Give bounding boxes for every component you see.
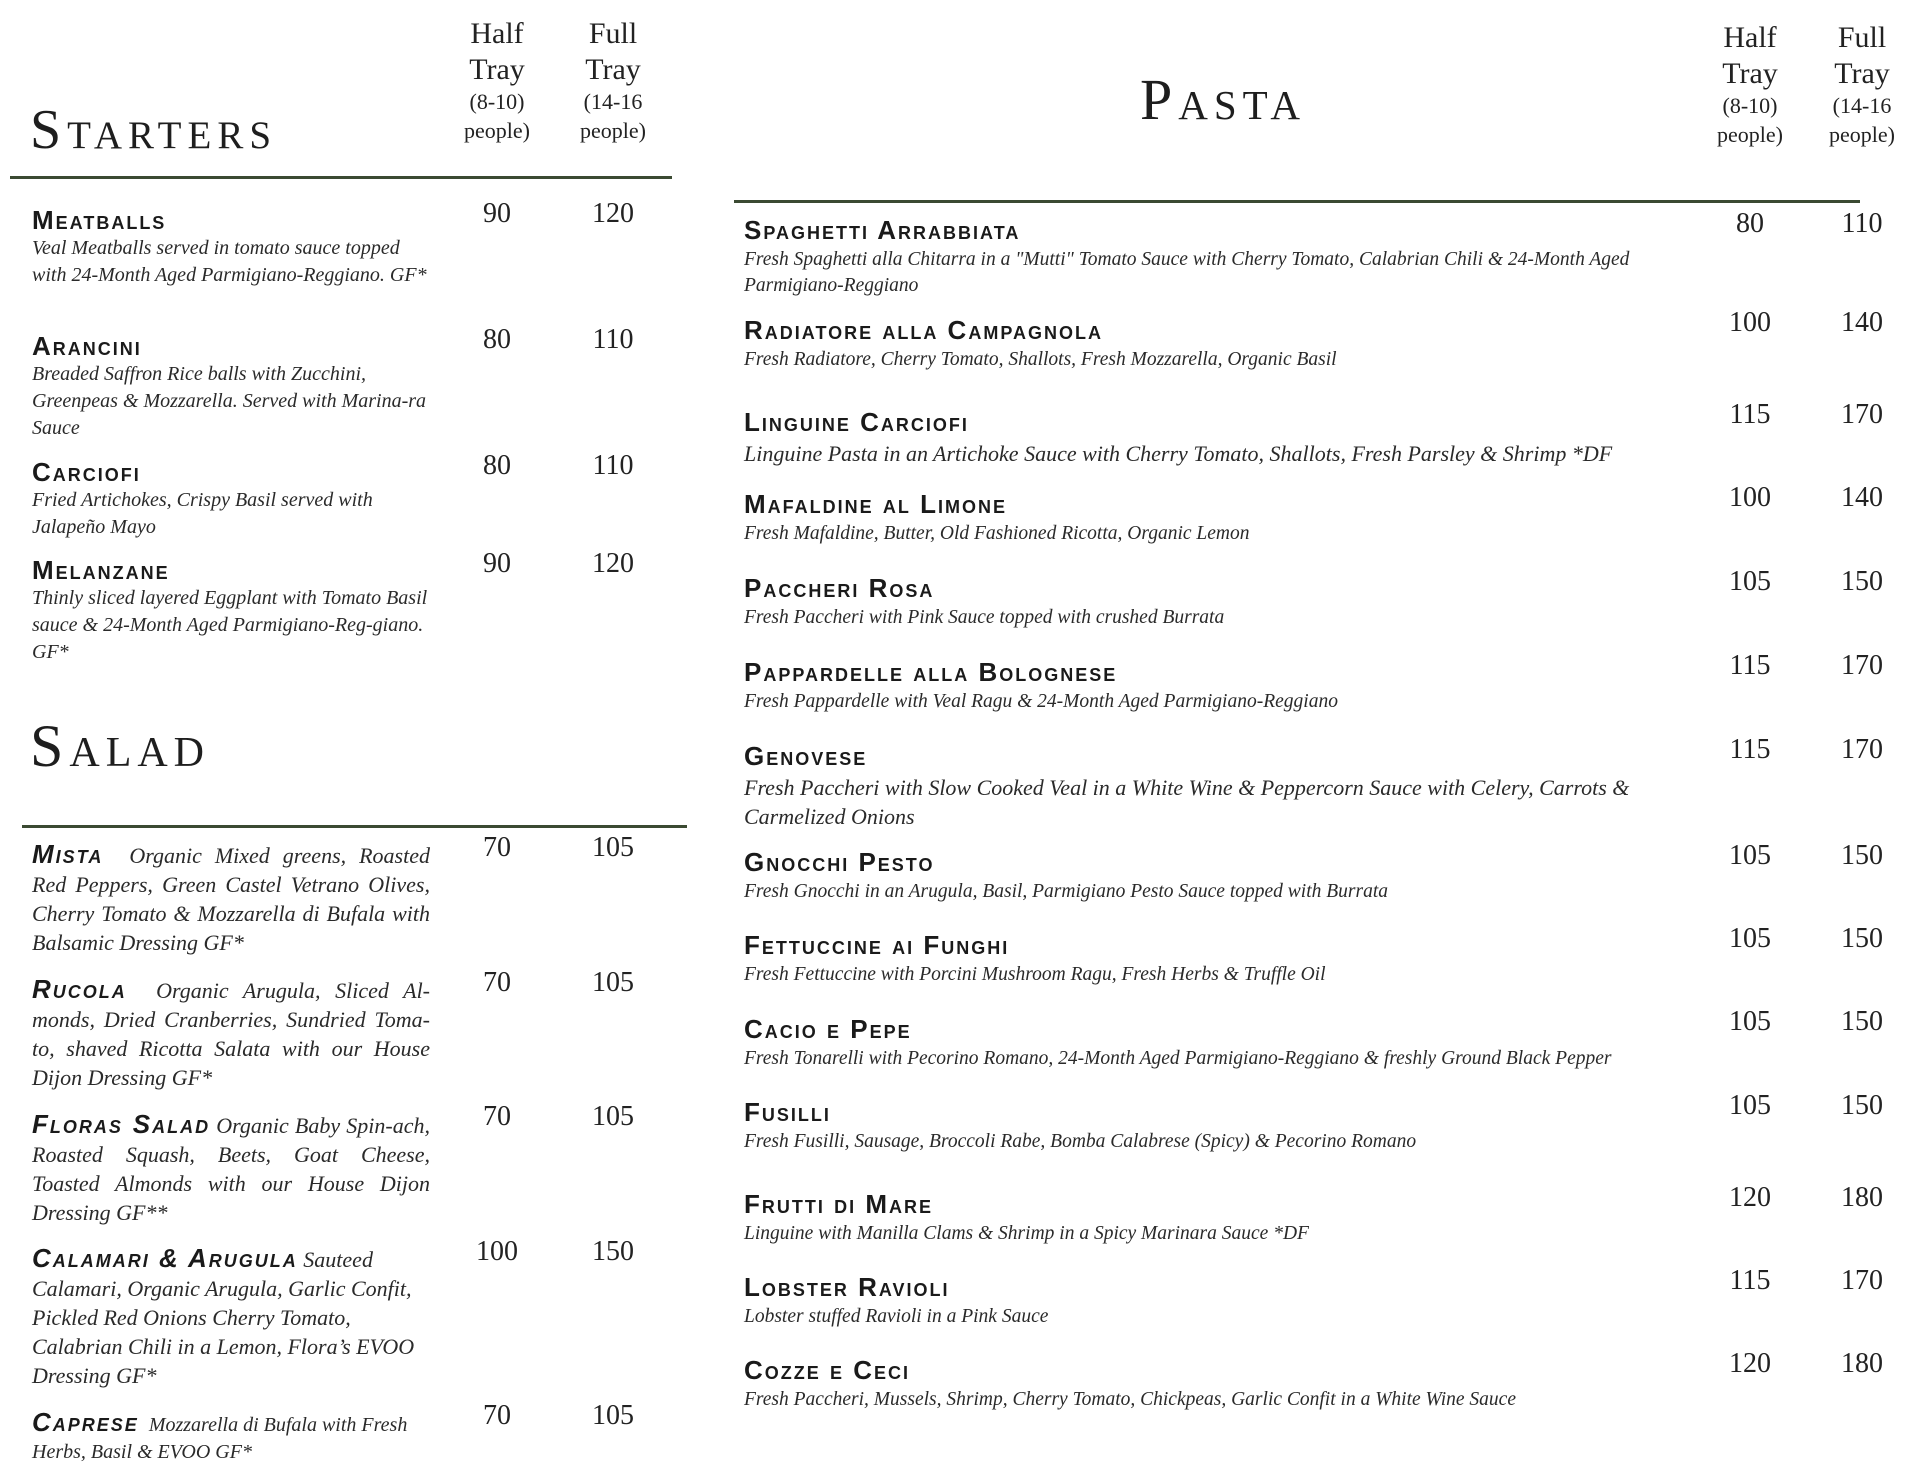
full-price: 170 xyxy=(1841,399,1883,430)
item-name: Paccheri Rosa xyxy=(744,573,935,603)
starters-divider xyxy=(10,176,672,179)
starters-title: Starters xyxy=(30,99,278,161)
full-price: 180 xyxy=(1841,1182,1883,1213)
pasta-item xyxy=(744,1190,1704,1247)
full-price: 140 xyxy=(1841,482,1883,513)
full-count-label: (14-16 xyxy=(583,89,643,114)
half-price: 100 xyxy=(476,1236,518,1267)
tray-label: Tray xyxy=(1722,57,1778,90)
item-name: Fusilli xyxy=(744,1097,831,1127)
full-price: 105 xyxy=(592,832,634,863)
full-price: 105 xyxy=(592,1101,634,1132)
half-price: 70 xyxy=(483,1400,511,1431)
pasta-title: Pasta xyxy=(1140,67,1307,132)
full-price: 110 xyxy=(1841,208,1883,239)
item-name: Cacio e Pepe xyxy=(744,1014,912,1044)
pasta-item xyxy=(744,1273,1704,1330)
half-price: 105 xyxy=(1729,1006,1771,1037)
full-price: 110 xyxy=(592,450,634,481)
item-description: Sauteed Calamari, Organic Arugula, Garlic Confit, Pickled Red Onions Cherry Tomato, Calabrian Chili in a Lemon, Flora’s EVOO Dressing GF* xyxy=(32,1247,415,1388)
item-name: Fettuccine ai Funghi xyxy=(744,930,1010,960)
half-price: 120 xyxy=(1729,1182,1771,1213)
half-people-label: people) xyxy=(1717,121,1783,147)
half-price: 100 xyxy=(1729,307,1771,338)
half-people-label: people) xyxy=(464,117,530,143)
item-description: Fresh Fusilli, Sausage, Broccoli Rabe, Bomba Calabrese (Spicy) & Pecorino Romano xyxy=(744,1130,1417,1152)
full-label: Full xyxy=(1837,21,1887,54)
item-description: Linguine Pasta in an Artichoke Sauce with Cherry Tomato, Shallots, Fresh Parsley & Shrimp *DF xyxy=(744,440,1613,466)
item-description: Fresh Fettuccine with Porcini Mushroom Ragu, Fresh Herbs & Truffle Oil xyxy=(744,963,1326,985)
item-name: Frutti di Mare xyxy=(744,1189,933,1219)
half-price: 100 xyxy=(1729,482,1771,513)
salad-divider xyxy=(22,825,687,828)
half-label: Half xyxy=(1723,21,1777,54)
item-description: Fresh Paccheri, Mussels, Shrimp, Cherry Tomato, Chickpeas, Garlic Confit in a White Wine Sauce xyxy=(744,1388,1516,1410)
tray-label: Tray xyxy=(585,53,641,86)
half-price: 80 xyxy=(483,324,511,355)
item-name: Arancini xyxy=(32,331,142,361)
item-name: Pappardelle alla Bolognese xyxy=(744,657,1118,687)
item-description: Lobster stuffed Ravioli in a Pink Sauce xyxy=(744,1305,1049,1327)
item-description: Veal Meatballs served in tomato sauce topped with 24-Month Aged Parmigiano-Reggiano. GF* xyxy=(32,236,427,286)
item-description: Fresh Radiatore, Cherry Tomato, Shallots, Fresh Mozzarella, Organic Basil xyxy=(744,348,1337,370)
half-count-label: (8-10) xyxy=(1722,93,1778,118)
half-price: 115 xyxy=(1729,399,1771,430)
half-price: 115 xyxy=(1729,734,1771,765)
pasta-item xyxy=(744,216,1704,299)
full-price: 105 xyxy=(592,967,634,998)
half-label: Half xyxy=(470,17,524,50)
salad-title: Salad xyxy=(30,713,211,779)
full-price: 150 xyxy=(1841,923,1883,954)
item-description: Breaded Saffron Rice balls with Zucchini, Greenpeas & Mozzarella. Served with Marina-ra Sauce xyxy=(32,362,427,439)
half-price: 70 xyxy=(483,832,511,863)
full-price: 150 xyxy=(1841,1006,1883,1037)
half-price: 80 xyxy=(1736,208,1764,239)
pasta-item xyxy=(744,408,1704,468)
item-description: Fresh Gnocchi in an Arugula, Basil, Parmigiano Pesto Sauce topped with Burrata xyxy=(744,880,1388,902)
half-price: 115 xyxy=(1729,650,1771,681)
item-name: Gnocchi Pesto xyxy=(744,847,935,877)
item-name: Melanzane xyxy=(32,555,170,585)
full-price: 140 xyxy=(1841,307,1883,338)
tray-label: Tray xyxy=(469,53,525,86)
pasta-item xyxy=(744,742,1704,831)
item-description: Fresh Tonarelli with Pecorino Romano, 24-Month Aged Parmigiano-Reggiano & freshly Ground Black Pepper xyxy=(744,1047,1612,1069)
salad-item xyxy=(32,1408,442,1466)
item-name: Calamari & Arugula xyxy=(32,1243,298,1273)
item-name: Meatballs xyxy=(32,205,167,235)
full-people-label: people) xyxy=(580,117,646,143)
item-name: Mafaldine al Limone xyxy=(744,489,1007,519)
item-description: Linguine with Manilla Clams & Shrimp in a Spicy Marinara Sauce *DF xyxy=(744,1222,1309,1244)
half-price: 105 xyxy=(1729,566,1771,597)
full-price: 170 xyxy=(1841,1265,1883,1296)
pasta-full-tray-header xyxy=(1812,20,1912,149)
salad-item xyxy=(32,840,430,957)
item-description: Organic Baby Spin-ach, Roasted Squash, Beets, Goat Cheese, Toasted Almonds with our House Dijon Dressing GF** xyxy=(32,1113,430,1225)
full-count-label: (14-16 xyxy=(1832,93,1892,118)
half-price: 80 xyxy=(483,450,511,481)
half-price: 105 xyxy=(1729,923,1771,954)
item-name: Radiatore alla Campagnola xyxy=(744,315,1103,345)
item-description: Organic Mixed greens, Roasted Red Peppers, Green Castel Vetrano Olives, Cherry Tomato & Mozzarella di Bufala with Balsamic Dressing GF* xyxy=(32,843,430,955)
starter-item xyxy=(32,206,432,289)
full-price: 110 xyxy=(592,324,634,355)
item-name: Spaghetti Arrabbiata xyxy=(744,215,1021,245)
item-description: Fresh Paccheri with Pink Sauce topped with crushed Burrata xyxy=(744,606,1225,628)
half-price: 90 xyxy=(483,548,511,579)
half-price: 105 xyxy=(1729,840,1771,871)
full-price: 180 xyxy=(1841,1348,1883,1379)
half-price: 90 xyxy=(483,198,511,229)
item-name: Linguine Carciofi xyxy=(744,407,969,437)
item-name: Cozze e Ceci xyxy=(744,1355,911,1385)
pasta-item xyxy=(744,931,1704,988)
salad-item xyxy=(32,975,430,1092)
full-label: Full xyxy=(588,17,638,50)
item-name: Caprese xyxy=(32,1407,139,1437)
starters-half-tray-header xyxy=(447,16,547,145)
pasta-item xyxy=(744,1098,1704,1155)
item-name: Genovese xyxy=(744,741,868,771)
full-people-label: people) xyxy=(1829,121,1895,147)
pasta-item xyxy=(744,316,1704,373)
item-name: Carciofi xyxy=(32,457,141,487)
item-name: Mista xyxy=(32,839,104,869)
item-description: Fresh Mafaldine, Butter, Old Fashioned Ricotta, Organic Lemon xyxy=(744,522,1250,544)
half-price: 70 xyxy=(483,1101,511,1132)
item-description: Organic Arugula, Sliced Al-monds, Dried Cranberries, Sundried Toma-to, shaved Ricotta Salata with our House Dijon Dressing GF* xyxy=(32,978,431,1090)
pasta-half-tray-header xyxy=(1700,20,1800,149)
starter-item xyxy=(32,458,432,541)
half-price: 120 xyxy=(1729,1348,1771,1379)
pasta-item xyxy=(744,574,1704,631)
item-description: Fresh Pappardelle with Veal Ragu & 24-Month Aged Parmigiano-Reggiano xyxy=(744,690,1338,712)
item-name: Floras Salad xyxy=(32,1109,211,1139)
full-price: 150 xyxy=(1841,566,1883,597)
salad-item xyxy=(32,1110,430,1227)
full-price: 150 xyxy=(592,1236,634,1267)
full-price: 150 xyxy=(1841,840,1883,871)
full-price: 150 xyxy=(1841,1090,1883,1121)
full-price: 170 xyxy=(1841,734,1883,765)
half-price: 115 xyxy=(1729,1265,1771,1296)
full-price: 170 xyxy=(1841,650,1883,681)
item-name: Rucola xyxy=(32,974,127,1004)
tray-label: Tray xyxy=(1834,57,1890,90)
full-price: 120 xyxy=(592,198,634,229)
item-description: Fresh Paccheri with Slow Cooked Veal in a White Wine & Peppercorn Sauce with Celery, Carrots & Carmelized Onions xyxy=(744,774,1630,829)
item-name: Lobster Ravioli xyxy=(744,1272,950,1302)
item-description: Mozzarella di Bufala with Fresh Herbs, Basil & EVOO GF* xyxy=(32,1414,408,1463)
starters-full-tray-header xyxy=(563,16,663,145)
starter-item xyxy=(32,332,432,442)
item-description: Thinly sliced layered Eggplant with Tomato Basil sauce & 24-Month Aged Parmigiano-Reg-giano. GF* xyxy=(32,586,428,663)
item-description: Fried Artichokes, Crispy Basil served with Jalapeño Mayo xyxy=(32,488,373,538)
pasta-item xyxy=(744,658,1704,715)
pasta-divider xyxy=(734,200,1860,203)
starter-item xyxy=(32,556,432,666)
half-price: 70 xyxy=(483,967,511,998)
pasta-item xyxy=(744,490,1704,547)
full-price: 105 xyxy=(592,1400,634,1431)
pasta-item xyxy=(744,1015,1704,1072)
half-price: 105 xyxy=(1729,1090,1771,1121)
pasta-item xyxy=(744,848,1704,905)
salad-item xyxy=(32,1244,430,1390)
item-description: Fresh Spaghetti alla Chitarra in a "Mutti" Tomato Sauce with Cherry Tomato, Calabrian Chili & 24-Month Aged Parmigiano-Reggiano xyxy=(744,248,1630,296)
half-count-label: (8-10) xyxy=(469,89,525,114)
full-price: 120 xyxy=(592,548,634,579)
pasta-item xyxy=(744,1356,1704,1413)
